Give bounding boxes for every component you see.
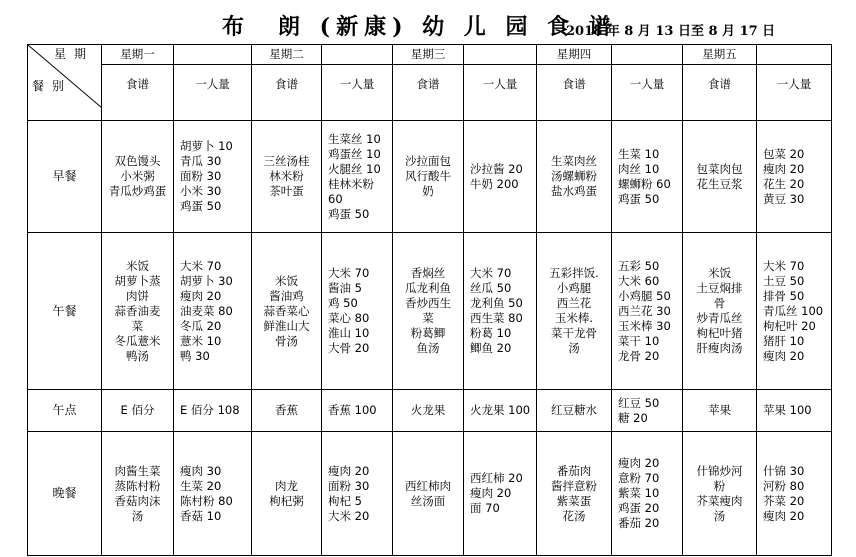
qty-cell: 沙拉酱 20 牛奶 200	[464, 121, 537, 233]
meal-row-breakfast	[28, 121, 832, 233]
dish-header: 食谱	[537, 65, 612, 121]
qty-cell: 大米 70 土豆 50 排骨 50 青瓜丝 100 枸杞叶 20 猪肝 10 瘦肉 20	[757, 233, 832, 390]
qty-cell: 火龙果 100	[464, 390, 537, 432]
qty-cell: 什锦 30 河粉 80 芥菜 20 瘦肉 20	[757, 432, 832, 556]
dish-cell: 香蕉	[252, 390, 322, 432]
qty-cell: 瘦肉 20 意粉 70 紫菜 10 鸡蛋 20 番茄 20	[612, 432, 683, 556]
date-range: 2018 年 8 月 13 日至 8 月 17 日	[566, 24, 776, 39]
meal-row-lunch	[28, 233, 832, 390]
meal-label: 晚餐	[28, 432, 102, 556]
qty-cell: 胡萝卜 10 青瓜 30 面粉 30 小米 30 鸡蛋 50	[174, 121, 252, 233]
meal-row-snack	[28, 390, 832, 432]
qty-cell: 瘦肉 20 面粉 30 枸杞 5 大米 20	[322, 432, 393, 556]
qty-header: 一人量	[757, 65, 832, 121]
dish-cell: 五彩拌饭. 小鸡腿 西兰花 玉米棒. 菜干龙骨 汤	[537, 233, 612, 390]
weekday-header: 星期二	[252, 45, 322, 65]
qty-cell: 红豆 50 糖 20	[612, 390, 683, 432]
menu-table	[27, 44, 832, 556]
dish-cell: 火龙果	[393, 390, 464, 432]
meal-label: 早餐	[28, 121, 102, 233]
dish-cell: 米饭 胡萝卜蒸 肉饼 蒜香油麦 菜 冬瓜薏米 鸭汤	[102, 233, 174, 390]
qty-cell: 大米 70 酱油 5 鸡 50 菜心 80 淮山 10 大骨 20	[322, 233, 393, 390]
dish-header: 食谱	[393, 65, 464, 121]
qty-cell: 瘦肉 30 生菜 20 陈村粉 80 香菇 10	[174, 432, 252, 556]
weekday-header: 星期五	[683, 45, 757, 65]
qty-header: 一人量	[322, 65, 393, 121]
meal-rows	[28, 121, 832, 556]
dish-cell: 番茄肉 酱拌意粉 紫菜蛋 花汤	[537, 432, 612, 556]
meal-label: 午餐	[28, 233, 102, 390]
dish-cell: 香焖丝 瓜龙利鱼 香炒西生 菜 粉葛鲫 鱼汤	[393, 233, 464, 390]
weekday-header-row	[28, 45, 832, 65]
qty-cell: 包菜 20 瘦肉 20 花生 20 黄豆 30	[757, 121, 832, 233]
dish-header: 食谱	[102, 65, 174, 121]
qty-cell: E 佰分 108	[174, 390, 252, 432]
qty-cell: 西红柿 20 瘦肉 20 面 70	[464, 432, 537, 556]
dish-cell: 红豆糖水	[537, 390, 612, 432]
dish-cell: 肉酱生菜 蒸陈村粉 香菇肉沫 汤	[102, 432, 174, 556]
meal-label: 午点	[28, 390, 102, 432]
corner-meal-label: 餐别	[32, 79, 73, 93]
weekday-header: 星期三	[393, 45, 464, 65]
subheader-row	[28, 65, 832, 121]
dish-cell: 三丝汤桂 林米粉 茶叶蛋	[252, 121, 322, 233]
dish-cell: 沙拉面包 风行酸牛 奶	[393, 121, 464, 233]
qty-header: 一人量	[612, 65, 683, 121]
qty-cell: 生菜丝 10 鸡蛋丝 10 火腿丝 10 桂林米粉 60 鸡蛋 50	[322, 121, 393, 233]
qty-cell: 五彩 50 大米 60 小鸡腿 50 西兰花 30 玉米棒 30 菜干 10 龙骨 20	[612, 233, 683, 390]
qty-cell: 生菜 10 肉丝 10 螺蛳粉 60 鸡蛋 50	[612, 121, 683, 233]
title-row	[0, 0, 856, 44]
dish-cell: 包菜肉包 花生豆浆	[683, 121, 757, 233]
dish-cell: 苹果	[683, 390, 757, 432]
weekday-header: 星期四	[537, 45, 612, 65]
corner-weekday-label: 星期	[54, 47, 95, 61]
dish-cell: 什锦炒河 粉 芥菜瘦肉 汤	[683, 432, 757, 556]
dish-cell: E 佰分	[102, 390, 174, 432]
dish-cell: 肉龙 枸杞粥	[252, 432, 322, 556]
qty-cell: 香蕉 100	[322, 390, 393, 432]
dish-cell: 生菜肉丝 汤螺蛳粉 盐水鸡蛋	[537, 121, 612, 233]
dish-cell: 西红柿肉 丝汤面	[393, 432, 464, 556]
weekday-header: 星期一	[102, 45, 174, 65]
dish-header: 食谱	[683, 65, 757, 121]
meal-row-dinner	[28, 432, 832, 556]
dish-cell: 双色馒头 小米粥 青瓜炒鸡蛋	[102, 121, 174, 233]
corner-cell	[28, 45, 102, 121]
dish-header: 食谱	[252, 65, 322, 121]
dish-cell: 米饭 酱油鸡 蒜香菜心 鲜淮山大 骨汤	[252, 233, 322, 390]
qty-cell: 苹果 100	[757, 390, 832, 432]
qty-header: 一人量	[464, 65, 537, 121]
qty-cell: 大米 70 丝瓜 50 龙利鱼 50 西生菜 80 粉葛 10 鲫鱼 20	[464, 233, 537, 390]
page-title: 布 朗 (新康) 幼 儿 园 食 谱	[222, 14, 617, 40]
qty-header: 一人量	[174, 65, 252, 121]
dish-cell: 米饭 土豆焖排 骨 炒青瓜丝 枸杞叶猪 肝瘦肉汤	[683, 233, 757, 390]
qty-cell: 大米 70 胡萝卜 30 瘦肉 20 油麦菜 80 冬瓜 20 薏米 10 鸭 30	[174, 233, 252, 390]
